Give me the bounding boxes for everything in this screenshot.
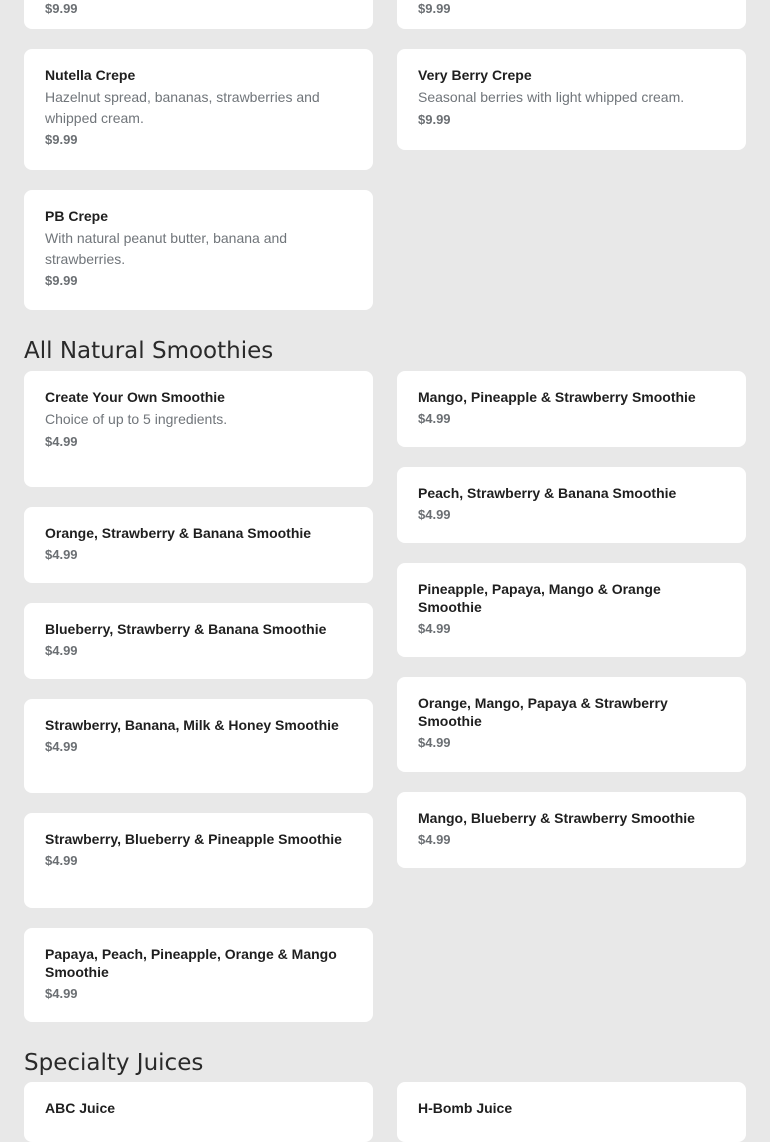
- menu-item-card[interactable]: [24, 928, 373, 1022]
- menu-item-card-very-berry-crepe[interactable]: [397, 49, 746, 150]
- item-price: $9.99: [418, 111, 451, 127]
- menu-item-card[interactable]: [397, 563, 746, 657]
- item-price: $4.99: [45, 547, 78, 562]
- menu-item-card[interactable]: [397, 467, 746, 543]
- item-name: Create Your Own Smoothie: [45, 389, 225, 405]
- menu-item-card[interactable]: [24, 507, 373, 583]
- menu-item-card[interactable]: [24, 371, 373, 487]
- item-name: Mango, Blueberry & Strawberry Smoothie: [418, 810, 695, 826]
- menu-item-card[interactable]: [24, 1082, 373, 1142]
- menu-item-card[interactable]: [397, 677, 746, 772]
- menu-item-card[interactable]: [397, 1082, 746, 1142]
- item-price: $4.99: [45, 643, 78, 658]
- item-description: With natural peanut butter, banana and strawberries.: [45, 230, 288, 267]
- item-description: Seasonal berries with light whipped cream.: [418, 89, 685, 105]
- menu-item-card-nutella-crepe[interactable]: [24, 49, 373, 170]
- item-name: Papaya, Peach, Pineapple, Orange & Mango Smoothie: [45, 946, 337, 980]
- item-price: $4.99: [418, 735, 451, 750]
- item-price: $4.99: [45, 739, 78, 754]
- item-name: Pineapple, Papaya, Mango & Orange Smoothie: [418, 581, 661, 615]
- item-price: $9.99: [45, 1, 78, 16]
- item-name: Strawberry, Blueberry & Pineapple Smoothie: [45, 831, 342, 847]
- item-name: Peach, Strawberry & Banana Smoothie: [418, 485, 677, 501]
- item-price: $9.99: [418, 1, 451, 16]
- item-name: Strawberry, Banana, Milk & Honey Smoothie: [45, 717, 339, 733]
- item-price: $4.99: [418, 411, 451, 426]
- item-name: ABC Juice: [45, 1100, 116, 1116]
- item-name: PB Crepe: [45, 208, 109, 224]
- menu-item-card[interactable]: [397, 371, 746, 447]
- item-name: Very Berry Crepe: [418, 67, 532, 83]
- item-name: Nutella Crepe: [45, 67, 136, 83]
- item-price: $4.99: [418, 507, 451, 522]
- item-price: $4.99: [418, 621, 451, 636]
- item-name: H-Bomb Juice: [418, 1100, 513, 1116]
- item-price: $4.99: [45, 853, 78, 868]
- section-title-smoothies: All Natural Smoothies: [24, 338, 274, 364]
- item-price: $4.99: [418, 832, 451, 847]
- item-price: $4.99: [45, 986, 78, 1001]
- menu-item-card[interactable]: [24, 699, 373, 793]
- section-title-juices: Specialty Juices: [24, 1050, 204, 1076]
- menu-item-card[interactable]: [24, 603, 373, 679]
- item-description: Hazelnut spread, bananas, strawberries and whipped cream.: [45, 89, 320, 126]
- item-price: $9.99: [45, 273, 78, 288]
- item-description: Choice of up to 5 ingredients.: [45, 411, 228, 427]
- menu-item-card[interactable]: [397, 792, 746, 868]
- item-name: Orange, Strawberry & Banana Smoothie: [45, 525, 312, 541]
- item-price: $9.99: [45, 132, 78, 147]
- menu-item-card[interactable]: [24, 813, 373, 908]
- item-price: $4.99: [45, 433, 78, 449]
- menu-item-card-pb-crepe[interactable]: [24, 190, 373, 310]
- menu-item-card[interactable]: [24, 0, 373, 29]
- item-name: Blueberry, Strawberry & Banana Smoothie: [45, 621, 327, 637]
- item-name: Orange, Mango, Papaya & Strawberry Smoothie: [418, 695, 668, 729]
- item-name: Mango, Pineapple & Strawberry Smoothie: [418, 389, 696, 405]
- menu-item-card[interactable]: [397, 0, 746, 29]
